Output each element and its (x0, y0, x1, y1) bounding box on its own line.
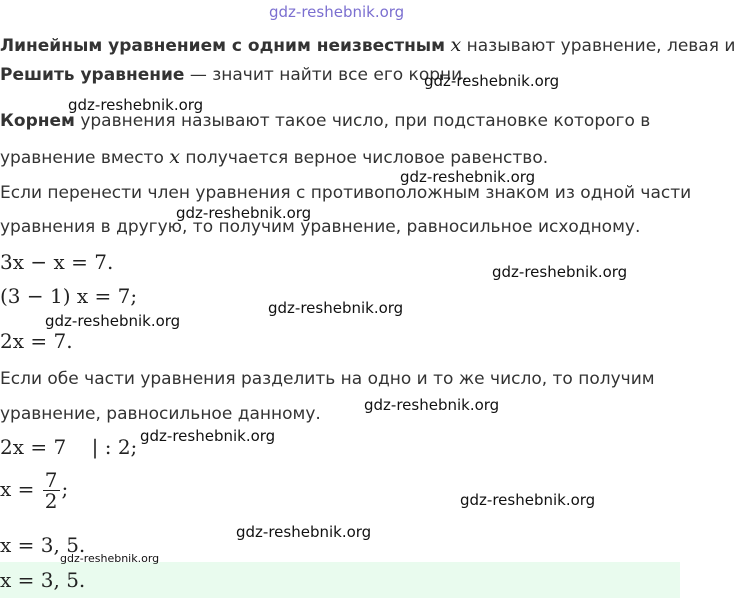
fraction (43, 470, 60, 511)
definition-term: Корнем (0, 111, 75, 131)
equation-lhs: x = (0, 477, 35, 501)
equation-step-4 (0, 435, 137, 459)
watermark-top: gdz-reshebnik.org (269, 3, 405, 21)
definition-term: Линейным уравнением с одним неизвестным (0, 36, 446, 56)
watermark: gdz-reshebnik.org (68, 96, 204, 114)
variable: x (450, 34, 462, 56)
equation-tail: ; (61, 477, 69, 501)
watermark: gdz-reshebnik.org (45, 312, 181, 330)
equation-text: 2x = 7 | : 2; (0, 435, 138, 459)
rule-divide-line-2: уравнение, равносильное данному. (0, 404, 321, 424)
rule-divide-line-1: Если обе части уравнения разделить на одно и то же число, то получим (0, 369, 655, 389)
answer-panel (0, 562, 680, 598)
equation-step-5 (0, 470, 68, 511)
definition-root-continued (0, 146, 548, 169)
equation-text: 3x − x = 7. (0, 250, 114, 274)
watermark: gdz-reshebnik.org (236, 523, 372, 541)
equation-step-3 (0, 329, 73, 353)
rule-transfer-line-2: уравнения в другую, то получим уравнение, равносильное исходному. (0, 217, 641, 237)
watermark: gdz-reshebnik.org (60, 552, 160, 565)
watermark: gdz-reshebnik.org (424, 72, 560, 90)
equation-text: 2x = 7. (0, 329, 73, 353)
definition-solve (0, 64, 468, 86)
definition-text: — значит найти все его корни. (189, 65, 468, 85)
definition-text: уравнения называют такое число, при подстановке которого в (80, 111, 651, 131)
watermark: gdz-reshebnik.org (140, 427, 276, 445)
watermark: gdz-reshebnik.org (460, 491, 596, 509)
fraction-numerator: 7 (44, 468, 58, 492)
watermark: gdz-reshebnik.org (268, 299, 404, 317)
definition-text: называют уравнение, левая и (466, 36, 735, 56)
watermark: gdz-reshebnik.org (176, 204, 312, 222)
variable: x (169, 146, 180, 168)
rule-transfer-line-1: Если перенести член уравнения с противоположным знаком из одной части (0, 183, 692, 203)
equation-step-2 (0, 284, 137, 308)
watermark: gdz-reshebnik.org (400, 168, 536, 186)
equation-text: (3 − 1) x = 7; (0, 284, 138, 308)
definition-term: Решить уравнение (0, 65, 185, 85)
watermark: gdz-reshebnik.org (492, 263, 628, 281)
equation-text: x = 3, 5. (0, 533, 86, 557)
answer-text: x = 3, 5. (0, 568, 86, 592)
definition-linear-equation (0, 34, 735, 57)
definition-text: уравнение вместо (0, 148, 164, 168)
equation-step-1 (0, 250, 113, 274)
watermark: gdz-reshebnik.org (364, 396, 500, 414)
fraction-denominator: 2 (44, 489, 58, 513)
definition-text: получается верное числовое равенство. (185, 148, 549, 168)
